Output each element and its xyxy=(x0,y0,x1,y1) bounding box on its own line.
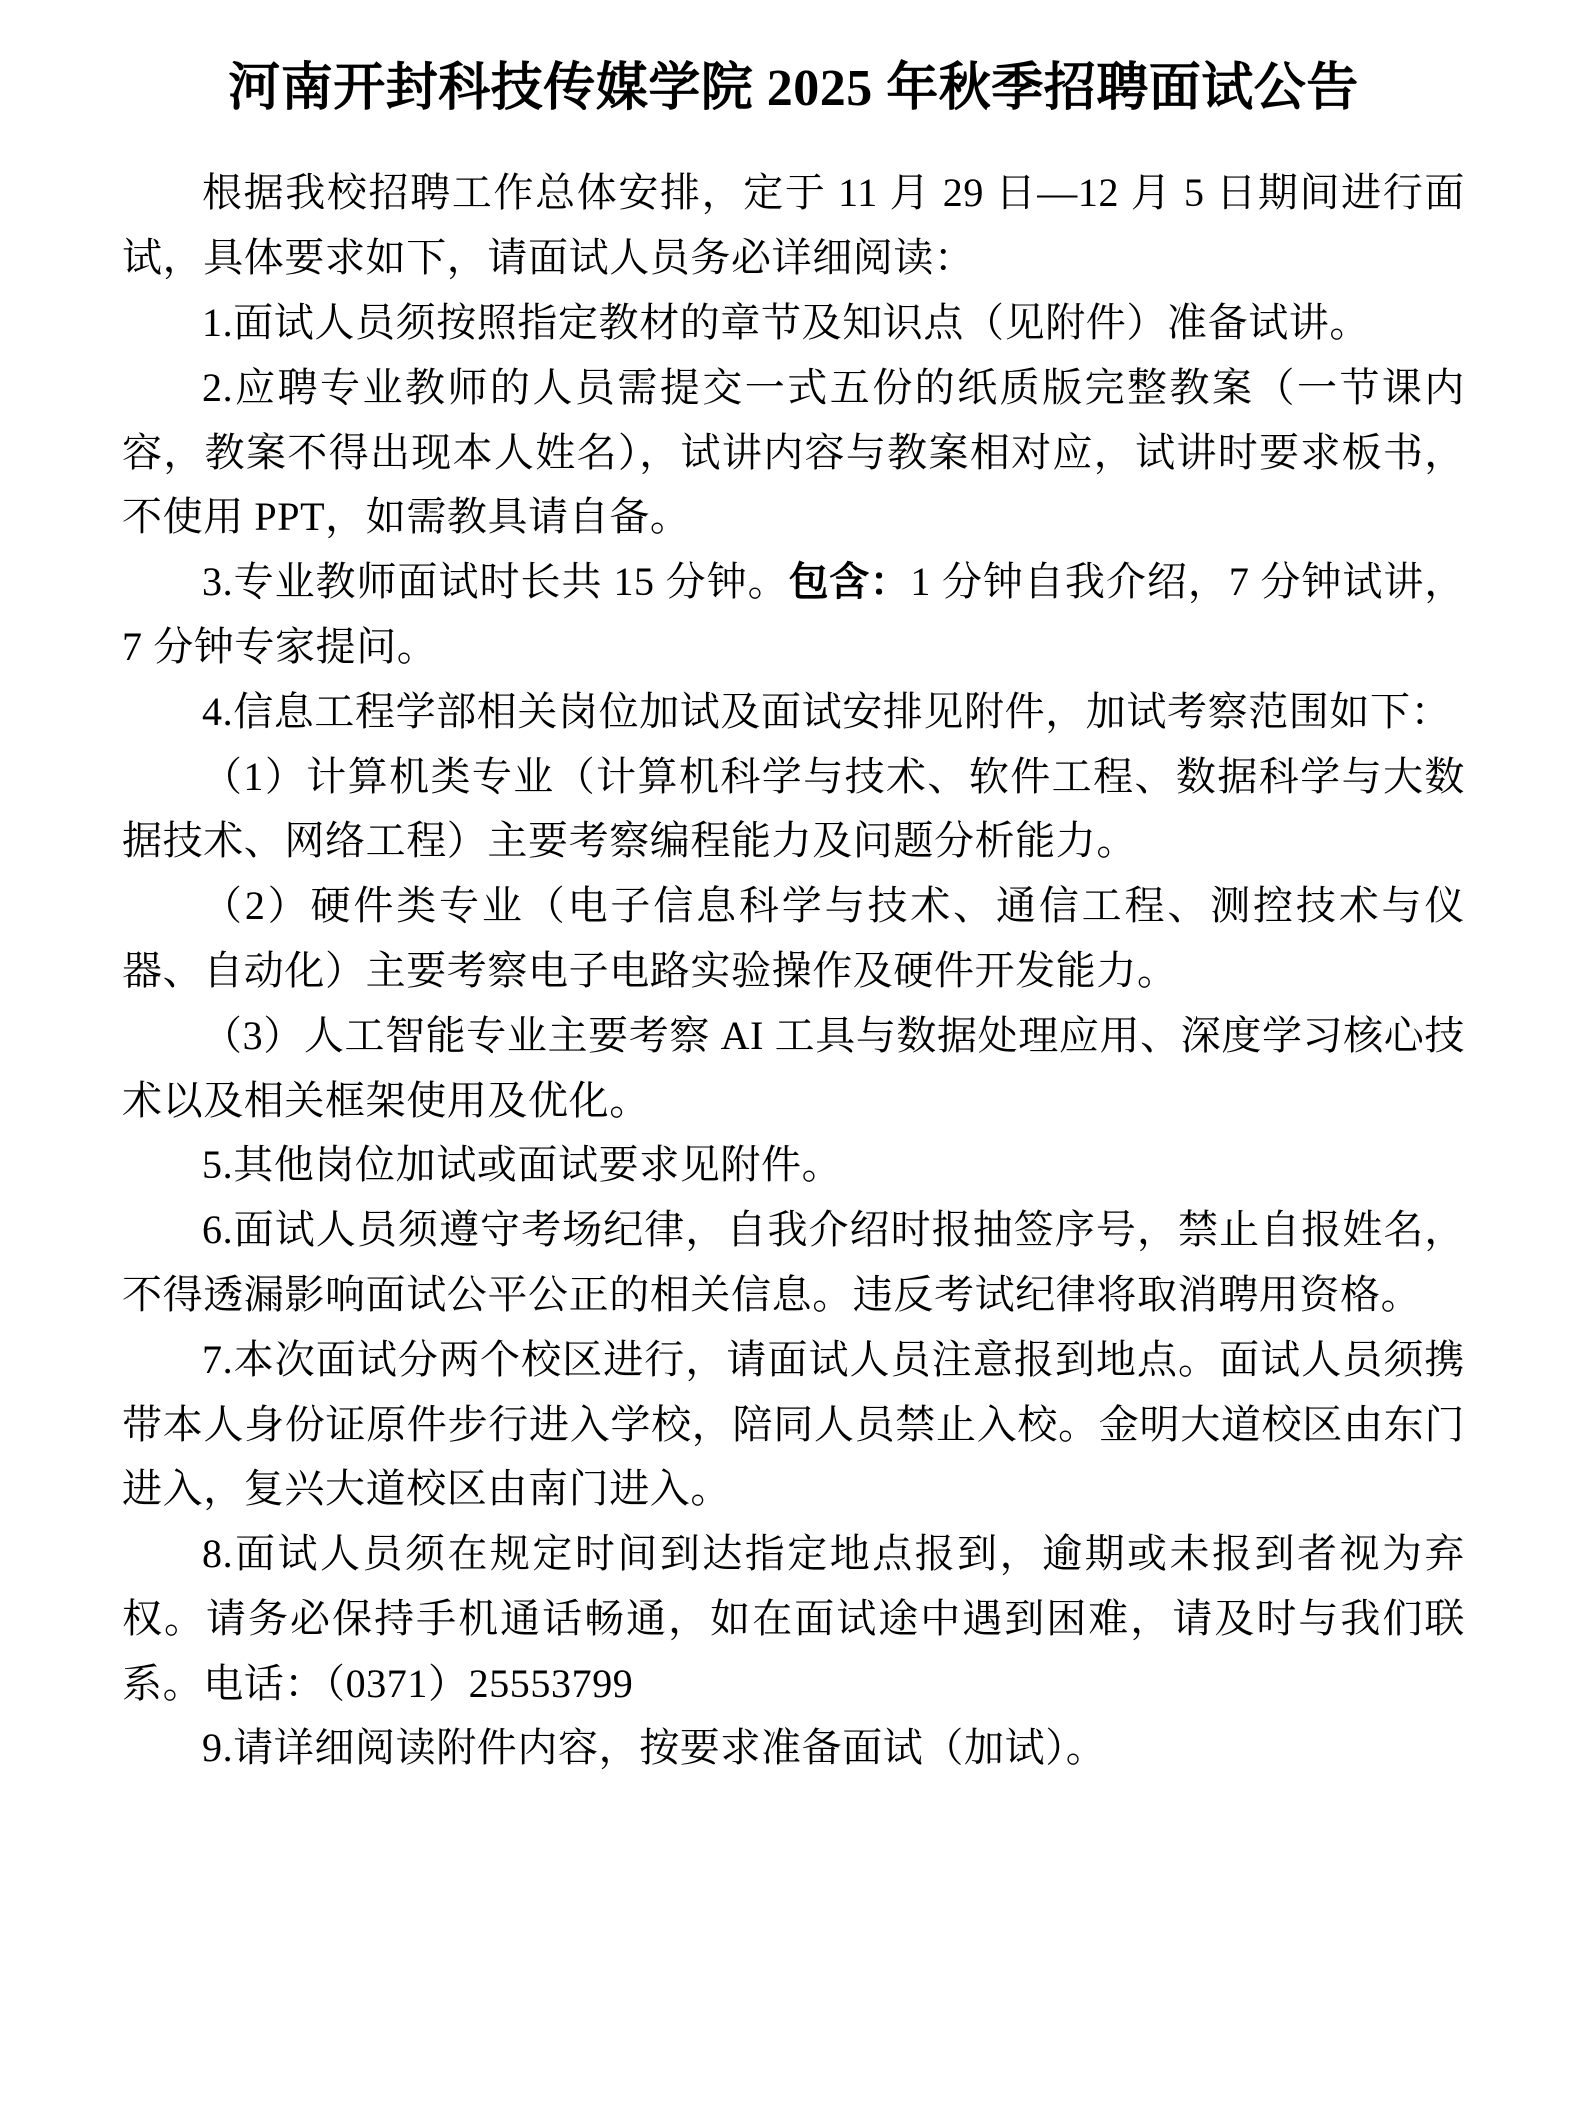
paragraph-item-1: 1.面试人员须按照指定教材的章节及知识点（见附件）准备试讲。 xyxy=(202,299,1370,345)
paragraph-item-4: 4.信息工程学部相关岗位加试及面试安排见附件，加试考察范围如下： xyxy=(202,688,1452,734)
paragraph-item-9: 9.请详细阅读附件内容，按要求准备面试（加试）。 xyxy=(202,1725,1107,1771)
item-3-text-after-bold: 1 分钟自我介绍，7 分钟试讲，7 分钟专家提问。 xyxy=(122,559,1465,669)
paragraph-intro: 根据我校招聘工作总体安排，定于 11 月 29 日—12 月 5 日期间进行面试，具体要求如下，请面试人员务必详细阅读： xyxy=(122,170,1465,281)
paragraph-sub-1: （1）计算机类专业（计算机科学与技术、软件工程、数据科学与大数据技术、网络工程）主要考察编程能力及问题分析能力。 xyxy=(122,753,1465,864)
paragraph-item-3 xyxy=(122,550,1465,680)
paragraph-item-5: 5.其他岗位加试或面试要求见附件。 xyxy=(202,1142,843,1188)
item-3-text-before-bold: 3.专业教师面试时长共 15 分钟。 xyxy=(202,559,789,605)
paragraph-item-7: 7.本次面试分两个校区进行，请面试人员注意报到地点。面试人员须携带本人身份证原件步行进入学校，陪同人员禁止入校。金明大道校区由东门进入，复兴大道校区由南门进入。 xyxy=(122,1336,1465,1512)
paragraph-item-8: 8.面试人员须在规定时间到达指定地点报到，逾期或未报到者视为弃权。请务必保持手机通话畅通，如在面试途中遇到困难，请及时与我们联系。电话：（0371）25553799 xyxy=(122,1531,1465,1706)
paragraph-sub-2: （2）硬件类专业（电子信息科学与技术、通信工程、测控技术与仪器、自动化）主要考察电子电路实验操作及硬件开发能力。 xyxy=(122,883,1465,993)
paragraph-item-2: 2.应聘专业教师的人员需提交一式五份的纸质版完整教案（一节课内容，教案不得出现本人姓名），试讲内容与教案相对应，试讲时要求板书，不使用 PPT，如需教具请自备。 xyxy=(122,364,1465,540)
item-3-emphasis: 包含： xyxy=(788,560,911,605)
paragraph-sub-3: （3）人工智能专业主要考察 AI 工具与数据处理应用、深度学习核心技术以及相关框架使用及优化。 xyxy=(122,1012,1465,1123)
paragraph-item-6: 6.面试人员须遵守考场纪律，自我介绍时报抽签序号，禁止自报姓名，不得透漏影响面试公平公正的相关信息。违反考试纪律将取消聘用资格。 xyxy=(122,1207,1465,1317)
document-body xyxy=(0,161,1587,1781)
page-title: 河南开封科技传媒学院 2025 年秋季招聘面试公告 xyxy=(228,60,1359,117)
